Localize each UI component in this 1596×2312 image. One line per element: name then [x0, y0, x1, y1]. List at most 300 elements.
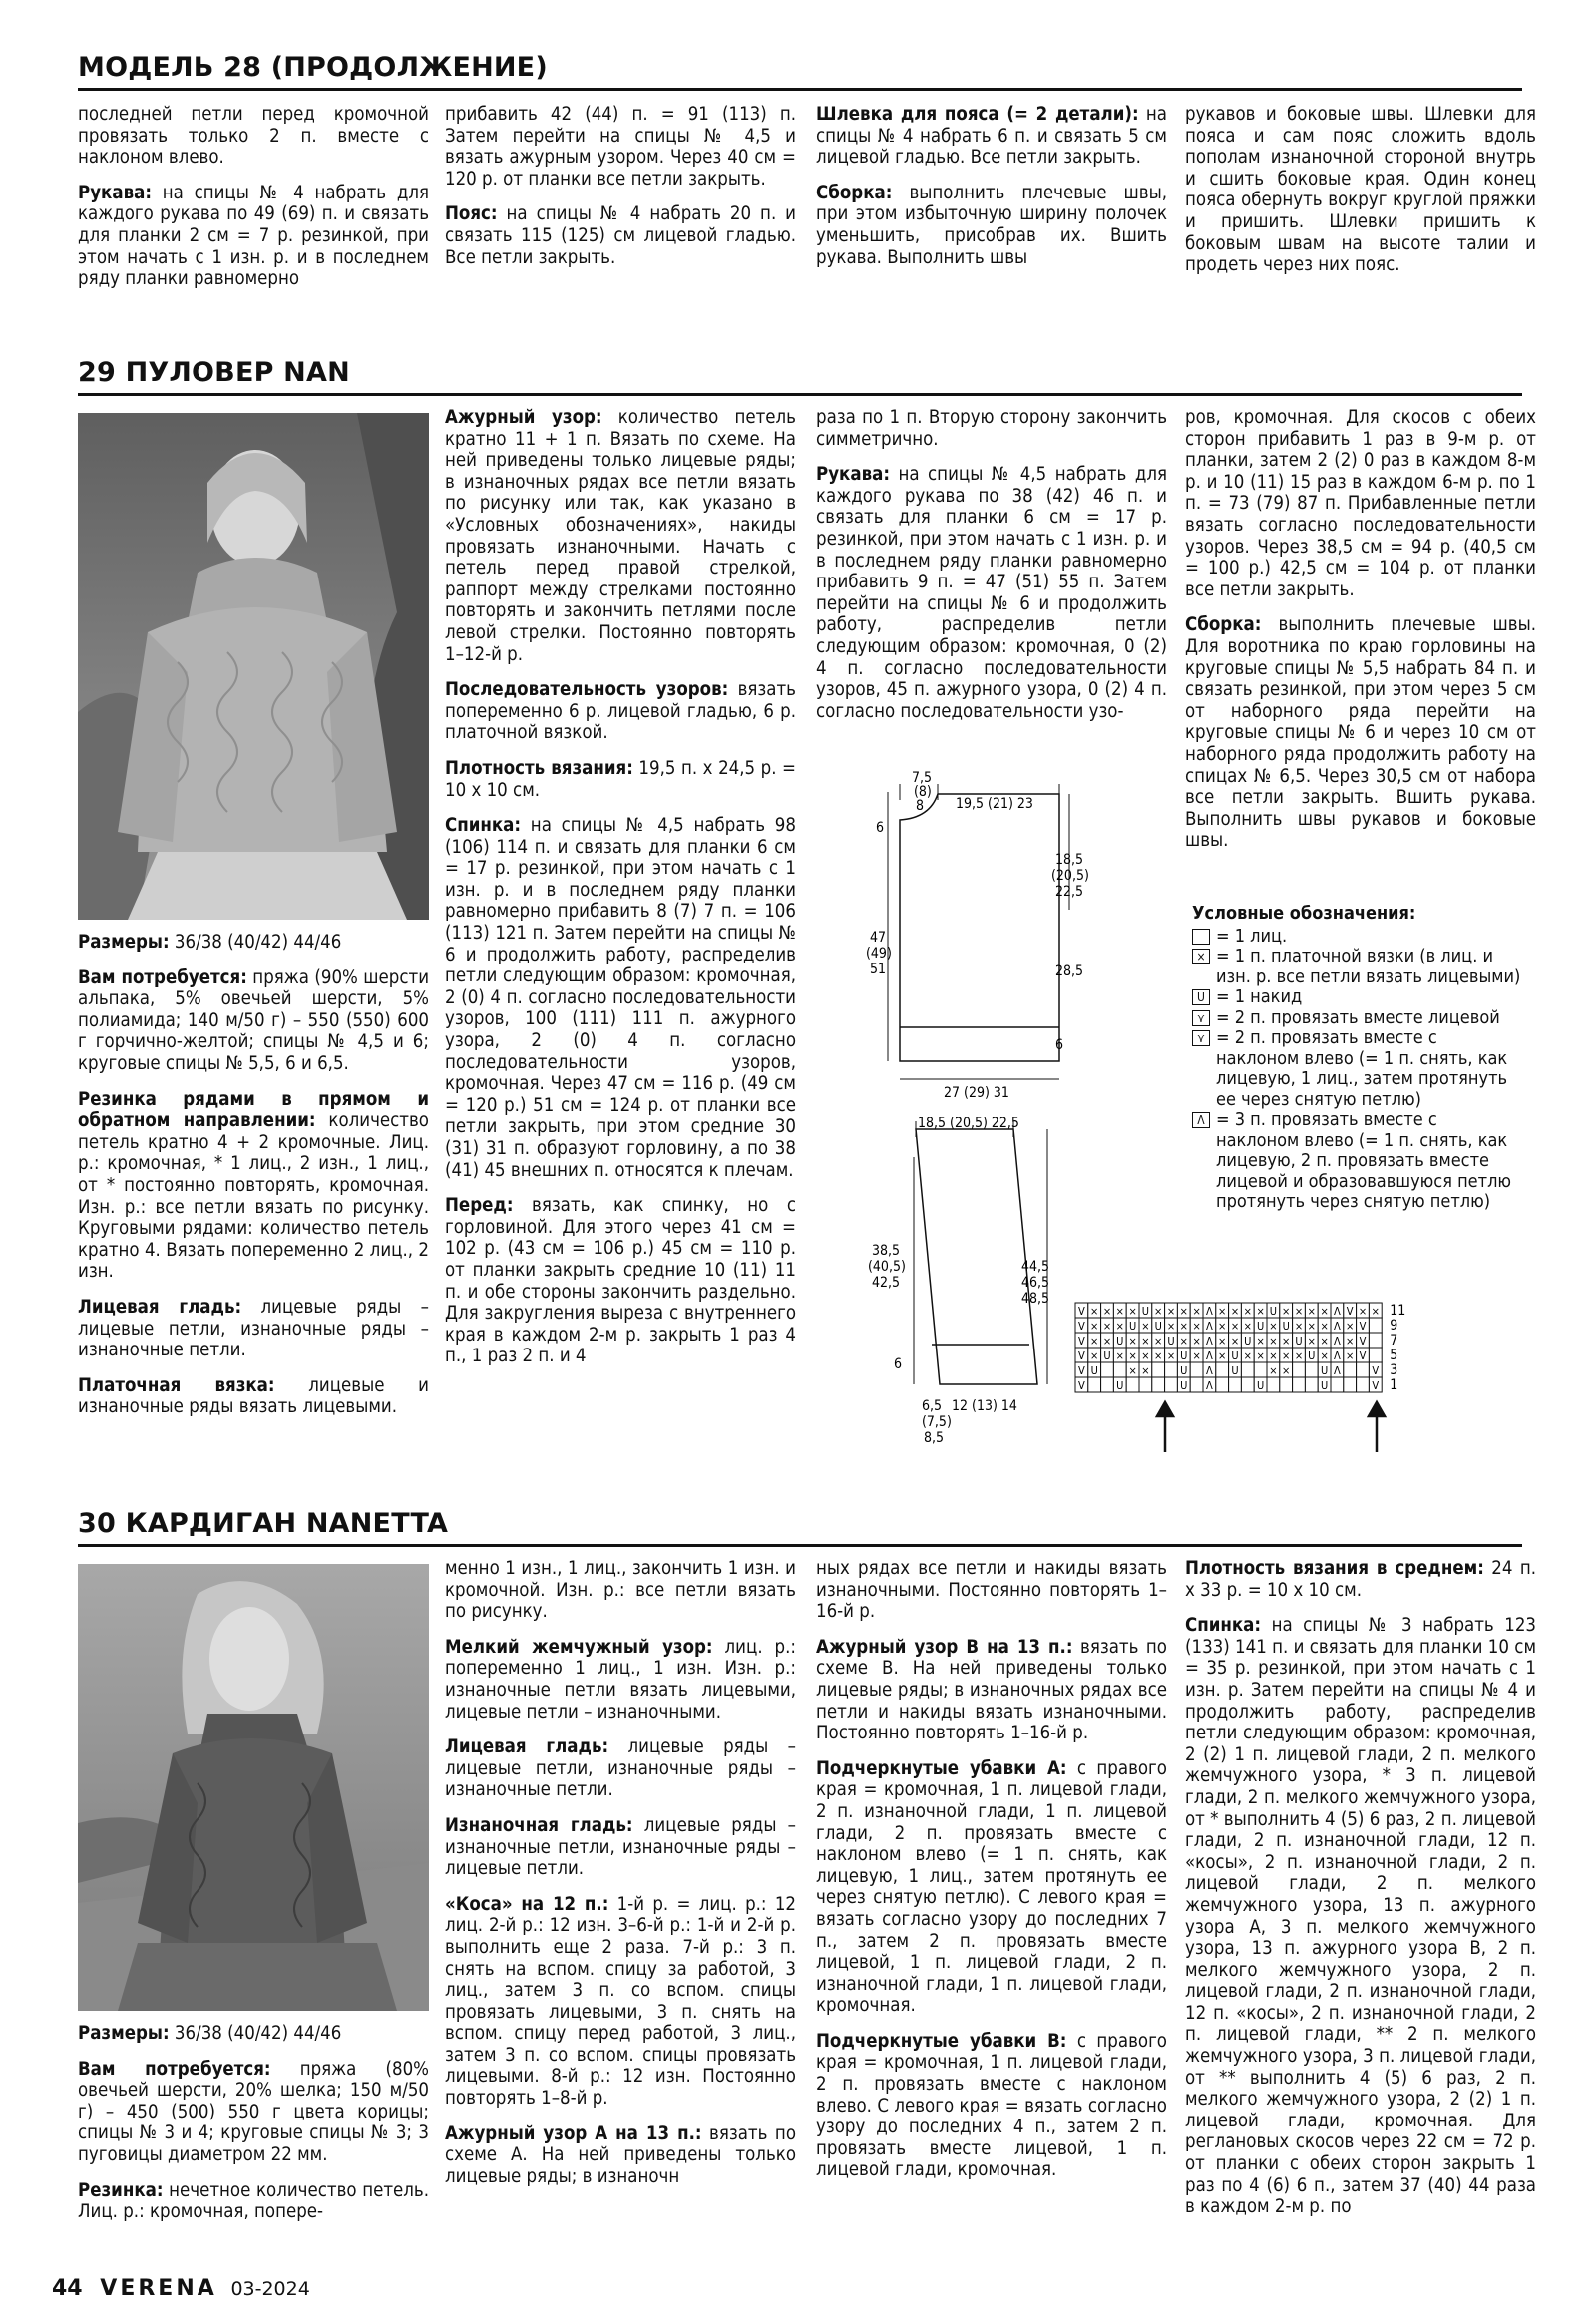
chart-symbol-icon: ×	[1243, 1349, 1252, 1362]
text-column-4	[1185, 407, 1536, 926]
chart-symbol-icon: U	[1282, 1320, 1290, 1333]
text-column-2	[445, 407, 796, 1454]
paragraph-text: 36/38 (40/42) 44/46	[169, 932, 342, 953]
legend-item	[1192, 987, 1521, 1008]
chart-cell	[1152, 1362, 1165, 1377]
chart-symbol-icon: ×	[1256, 1335, 1265, 1348]
chart-symbol-icon: ×	[1230, 1320, 1240, 1333]
chart-cell	[1254, 1362, 1267, 1377]
page-number: 44	[52, 2276, 83, 2301]
paragraph-heading: Резинка рядами в прямом и обратном направлении:	[78, 1088, 429, 1132]
paragraph-heading: Сборка:	[1185, 614, 1262, 636]
paragraph	[1185, 407, 1536, 600]
chart-symbol-icon: U	[1231, 1364, 1239, 1377]
chart-symbol-icon: ×	[1166, 1349, 1176, 1362]
paragraph-text: рукавов и боковые швы. Шлевки для пояса и сам пояс сложить вдоль пополам изнаночной стороной внутрь и сшить боковые края. Один конец пояса обернуть вокруг круглой пряжки и пришить. Шлевки пришить к боковым швам на высоте талии и продеть через них пояс.	[1185, 104, 1536, 276]
chart-symbol-icon: ×	[1282, 1305, 1291, 1318]
legend-symbol-icon: Λ	[1192, 1112, 1210, 1128]
paragraph-text: 1-й р. = лиц. р.: 12 лиц. 2-й р.: 12 изн. 3–6-й р.: 1-й и 2-й р. выполнить еще 2 раза. 7-й р.: 3 п. снять на вспом. спицу за работой, 3 лиц., затем 3 п. со вспом. спицы провязать лицевыми, 3 п. снять на вспом. спицу перед работой, 3 лиц., затем 3 п. со вспом. спицы провязать лицевыми. 8-й р.: 12 изн. Постоянно повторять 1–8-й р.	[445, 1893, 796, 2110]
chart-symbol-icon: ×	[1192, 1335, 1201, 1348]
paragraph-text: количество петель кратно 4 + 2 кромочные. Лиц. р.: кромочная, * 1 лиц., 2 изн., 1 лиц., от * постоянно повторять, кромочная. Изн. р.: все петли вязать по рисунку. Круговыми рядами: количество петель кратно 4. Вязать попеременно 2 лиц., 2 изн.	[78, 1110, 429, 1283]
chart-cell	[1101, 1362, 1114, 1377]
paragraph-heading: Плотность вязания:	[445, 757, 633, 779]
dim-sleeve-bottom-left-2: (7,5)	[922, 1414, 952, 1430]
magazine-issue: 03-2024	[230, 2278, 310, 2300]
legend-text: = 1 лиц.	[1216, 925, 1288, 947]
legend-text: = 3 п. провязать вместе с наклоном влево (= 1 п. снять, как лицевую, 2 п. провязать вместе лицевой и образовавшуюся петлю протянуть через снятую петлю)	[1216, 1109, 1512, 1212]
legend-item	[1192, 1028, 1521, 1110]
legend-items	[1192, 927, 1521, 1213]
paragraph-heading: Вам потребуется:	[78, 2058, 271, 2080]
chart-symbol-icon: ×	[1320, 1305, 1329, 1318]
paragraph-heading: Ажурный узор А на 13 п.:	[445, 2122, 702, 2144]
repeat-end-arrowhead	[1369, 1402, 1385, 1416]
chart-symbol-icon: U	[1154, 1320, 1162, 1333]
chart-row-label: 5	[1390, 1348, 1398, 1363]
paragraph	[816, 2031, 1167, 2181]
chart-symbol-icon: ×	[1192, 1349, 1201, 1362]
chart-symbol-icon: V	[1078, 1364, 1085, 1377]
chart-cell	[1357, 1377, 1370, 1392]
chart-symbol-icon: U	[1320, 1379, 1329, 1392]
chart-symbol-icon: ×	[1230, 1305, 1240, 1318]
paragraph	[816, 464, 1167, 722]
chart-cell	[1369, 1348, 1382, 1362]
chart-symbol-icon: ×	[1192, 1320, 1201, 1333]
paragraph-heading: Размеры:	[78, 2023, 170, 2044]
chart-symbol-icon: ×	[1230, 1335, 1240, 1348]
paragraph-text: на спицы № 3 набрать 123 (133) 141 п. и связать для планки 10 см = 35 р. резинкой, при этом начать с 1 изн. р. Затем перейти на спицы № 4 и продолжить работу, распределив петли следующим образом: кромочная, 2 (2) 1 п. лицевой глади, 2 п. мелкого жемчужного узора, * 3 п. лицевой глади, 2 п. мелкого жемчужного узора, от * выполнить 4 (5) 6 раз, 2 п. лицевой глади, 2 п. изнаночной глади, 12 п. «косы», 2 п. изнаночной глади, 2 п. лицевой глади, 2 п. мелкого жемчужного узора, 13 п. ажурного узора А, 3 п. мелкого жемчужного узора, 13 п. ажурного узора В, 2 п. мелкого жемчужного узора, 2 п. лицевой глади, 2 п. изнаночной глади, 12 п. «косы», 2 п. изнаночной глади, 2 п. лицевой глади, ** 2 п. мелкого жемчужного узора, 3 п. лицевой глади, от ** выполнить 4 (5) 6 раз, 2 п. мелкого жемчужного узора, 2 (2) 1 п. лицевой глади, кромочная. Для реглановых скосов через 22 см = 72 р. от планки с обеих сторон закрыть 1 раз по 4 (6) 6 п., затем 37 (40) 44 раза в каждом 2-м р. по	[1185, 1615, 1536, 2218]
chart-symbol-icon: ×	[1166, 1305, 1176, 1318]
chart-symbol-icon: ×	[1243, 1320, 1252, 1333]
chart-row-labels	[1390, 1303, 1405, 1393]
legend-symbol-icon: ⋎	[1192, 1010, 1210, 1026]
paragraph-text: вязать попеременно 6 р. лицевой гладью, 6 р. платочной вязкой.	[445, 679, 796, 744]
chart-symbol-icon: ×	[1128, 1364, 1137, 1377]
chart-symbol-icon: ×	[1128, 1335, 1137, 1348]
chart-symbol-icon: ×	[1320, 1335, 1329, 1348]
chart-symbol-icon: U	[1116, 1379, 1124, 1392]
chart-symbol-icon: V	[1346, 1305, 1354, 1318]
chart-symbol-icon: ×	[1294, 1305, 1304, 1318]
chart-cell	[1344, 1362, 1357, 1377]
chart-symbol-icon: U	[1256, 1379, 1265, 1392]
chart-symbol-icon: U	[1167, 1335, 1175, 1348]
dim-sleeve-right-len-2: 46,5	[1021, 1275, 1050, 1291]
chart-symbol-icon: ×	[1128, 1305, 1137, 1318]
legend-symbol-icon: ⋎	[1192, 1030, 1210, 1046]
text-column-1	[78, 2023, 429, 2272]
paragraph-text: лицевые и изнаночные ряды вязать лицевыми.	[78, 1374, 429, 1418]
dim-sleeve-right-len-3: 48,5	[1021, 1291, 1050, 1307]
text-column-3	[816, 1558, 1167, 2272]
paragraph-text: пряжа (80% овечьей шерсти, 20% шелка; 150 м/50 г) – 450 (500) 550 г цвета корицы; спицы № 3 и 4; круговые спицы № 3; 3 пуговицы диаметром 22 мм.	[78, 2058, 429, 2165]
repeat-start-arrowhead	[1157, 1402, 1173, 1416]
page-footer	[52, 2276, 310, 2301]
chart-symbol-icon: ×	[1102, 1335, 1112, 1348]
chart-cell	[1357, 1362, 1370, 1377]
chart-symbol-icon: V	[1359, 1335, 1367, 1348]
paragraph	[78, 1297, 429, 1361]
paragraph-text: 19,5 п. х 24,5 р. = 10 х 10 см.	[445, 757, 796, 801]
dim-side: 28,5	[1055, 963, 1084, 979]
paragraph-heading: «Коса» на 12 п.:	[445, 1893, 609, 1915]
chart-symbol-icon: U	[1128, 1320, 1137, 1333]
paragraph-text: 24 п. х 33 р. = 10 х 10 см.	[1185, 1558, 1536, 1601]
chart-symbol-icon: U	[1320, 1364, 1329, 1377]
text-column-4	[1185, 1558, 1536, 2272]
chart-cell	[1331, 1377, 1344, 1392]
paragraph-text: лиц. р.: попеременно 1 лиц., 1 изн. Изн. р.: изнаночные петли вязать лицевыми, лицевые петли – изнаночными.	[445, 1636, 796, 1723]
chart-symbol-icon: V	[1372, 1364, 1380, 1377]
paragraph-text: ных рядах все петли и накиды вязать изнаночными. Постоянно повторять 1–16-й р.	[816, 1558, 1167, 1623]
chart-symbol-icon: ×	[1192, 1305, 1201, 1318]
chart-symbol-icon: ×	[1282, 1349, 1291, 1362]
magazine-brand: VERENA	[100, 2276, 217, 2301]
chart-symbol-icon: ×	[1346, 1320, 1355, 1333]
legend-title: Условные обозначения:	[1192, 903, 1416, 924]
paragraph-heading: Шлевка для пояса (= 2 детали):	[816, 104, 1139, 125]
chart-symbol-icon: V	[1359, 1349, 1367, 1362]
paragraph-heading: Перед:	[445, 1195, 514, 1217]
paragraph	[1185, 1558, 1536, 1601]
chart-cell	[1190, 1377, 1203, 1392]
chart-symbol-icon: Λ	[1206, 1335, 1213, 1348]
paragraph	[78, 1089, 429, 1283]
legend-symbol-icon: U	[1192, 989, 1210, 1005]
chart-symbol-icon: ×	[1141, 1349, 1150, 1362]
paragraph-text: вязать по схеме В. На ней приведены только лицевые ряды; в изнаночных рядах все петли и накиды вязать изнаночными. Постоянно повторять 1–16-й р.	[816, 1636, 1167, 1744]
chart-symbol-icon: ×	[1128, 1349, 1137, 1362]
chart-symbol-icon: ×	[1102, 1305, 1112, 1318]
paragraph-text: пряжа (90% шерсти альпака, 5% овечьей шерсти, 5% полиамида; 140 м/50 г) – 550 (550) 600 г горчично-желтой; спицы № 4,5 и 6; круговые спицы № 5,5, 6 и 6,5.	[78, 966, 429, 1074]
chart-symbol-icon: ×	[1307, 1305, 1316, 1318]
chart-symbol-icon: ×	[1090, 1320, 1099, 1333]
paragraph	[78, 2059, 429, 2166]
dim-top-left: 7,5	[912, 770, 933, 786]
paragraph	[445, 203, 796, 268]
chart-symbol-icon: ×	[1294, 1349, 1304, 1362]
paragraph	[816, 104, 1167, 169]
chart-symbol-icon: U	[1231, 1349, 1239, 1362]
chart-symbol-icon: ×	[1090, 1335, 1099, 1348]
text-column-4	[1185, 104, 1536, 313]
legend	[1192, 904, 1521, 1213]
paragraph	[78, 932, 429, 954]
paragraph-heading: Подчеркнутые убавки В:	[816, 2030, 1067, 2052]
chart-symbol-icon: ×	[1346, 1335, 1355, 1348]
chart-symbol-icon: V	[1078, 1335, 1085, 1348]
paragraph-text: выполнить плечевые швы, при этом избыточную ширину полочек уменьшить, присобрав их. Вшить рукава. Выполнить швы	[816, 182, 1167, 268]
chart-row-label: 9	[1390, 1318, 1398, 1334]
paragraph	[1185, 104, 1536, 276]
chart-symbol-icon: U	[1180, 1349, 1188, 1362]
dim-length: 47	[870, 930, 887, 946]
paragraph	[445, 104, 796, 190]
chart-symbol-icon: Λ	[1334, 1349, 1341, 1362]
chart-cell	[1293, 1362, 1306, 1377]
legend-text: = 1 п. платочной вязки (в лиц. и изн. р. все петли вязать лицевыми)	[1216, 946, 1521, 987]
chart-symbol-icon: ×	[1102, 1320, 1112, 1333]
section-rule	[78, 88, 1522, 91]
chart-cell	[1369, 1318, 1382, 1333]
text-column-2	[445, 104, 796, 313]
text-column-3	[816, 104, 1167, 313]
chart-symbol-icon: U	[1295, 1335, 1303, 1348]
paragraph-text: последней петли перед кромочной провязать только 2 п. вместе с наклоном влево.	[78, 104, 429, 169]
chart-symbol-icon: ×	[1218, 1305, 1227, 1318]
text-column-1	[78, 104, 429, 313]
dim-sleeve-band: 6	[894, 1356, 903, 1372]
chart-cell	[1113, 1362, 1126, 1377]
chart-symbol-icon: Λ	[1334, 1364, 1341, 1377]
chart-symbol-icon: U	[1090, 1364, 1098, 1377]
legend-text: = 1 накид	[1216, 986, 1303, 1007]
chart-symbol-icon: ×	[1218, 1349, 1227, 1362]
chart-symbol-icon: U	[1180, 1379, 1188, 1392]
chart-symbol-icon: ×	[1243, 1305, 1252, 1318]
section-model-30	[78, 1508, 1536, 2276]
paragraph	[445, 758, 796, 801]
paragraph-heading: Последовательность узоров:	[445, 679, 729, 701]
legend-item	[1192, 1110, 1521, 1213]
paragraph	[78, 1375, 429, 1418]
chart-cell	[1305, 1377, 1318, 1392]
chart-symbol-icon: ×	[1358, 1305, 1368, 1318]
chart-cell	[1126, 1377, 1139, 1392]
chart-symbol-icon: U	[1308, 1349, 1316, 1362]
chart-symbol-icon: ×	[1179, 1335, 1188, 1348]
paragraph-text: с правого края = кромочная, 1 п. лицевой глади, 2 п. изнаночной глади, 1 п. лицевой глади, 2 п. провязать вместе с наклоном влево (= 1 п. снять, как лицевую, 1 лиц., затем протянуть ее через снятую петлю). С левого края = вязать согласно узору до последних 7 п., затем 2 п. провязать вместе лицевой, 1 п. лицевой глади, 2 п. изнаночной глади, 1 п. лицевой глади, кромочная.	[816, 1757, 1167, 2017]
paragraph-heading: Подчеркнутые убавки А:	[816, 1757, 1067, 1779]
paragraph-text: раза по 1 п. Вторую сторону закончить симметрично.	[816, 407, 1167, 450]
chart-row-label: 7	[1390, 1333, 1398, 1349]
paragraph-heading: Спинка:	[1185, 1615, 1262, 1637]
paragraph	[78, 967, 429, 1075]
paragraph	[78, 2023, 429, 2045]
paragraph-heading: Плотность вязания в среднем:	[1185, 1558, 1484, 1579]
chart-symbol-icon: ×	[1115, 1305, 1124, 1318]
paragraph-text: вязать по схеме А. На ней приведены только лицевые ряды; в изнаночн	[445, 2122, 796, 2187]
chart-symbol-icon: ×	[1141, 1320, 1150, 1333]
dim-sleeve-left-len-2: (40,5)	[868, 1259, 906, 1275]
paragraph-text: ров, кромочная. Для скосов с обеих сторон прибавить 1 раз в 9-м р. от планки, затем 2 (2) 0 раз в каждом 8-м р. и 10 (11) 15 раз в каждом 6-м р. по 1 п. = 73 (79) 87 п. Прибавленные петли вязать согласно последовательности узоров. Через 38,5 см = 94 р. (40,5 см = 100 р.) 42,5 см = 104 р. от планки все петли закрыть.	[1185, 407, 1536, 600]
sleeve-schema	[858, 1117, 1087, 1456]
model-photo	[78, 413, 429, 920]
chart-symbol-icon: Λ	[1206, 1305, 1213, 1318]
paragraph-heading: Размеры:	[78, 932, 170, 953]
paragraph-heading: Спинка:	[445, 815, 522, 837]
paragraph-text: с правого края = кромочная, 1 п. лицевой глади, 2 п. провязать вместе с наклоном влево. С левого края = вязать согласно узору до последних 4 п., затем 2 п. провязать вместе лицевой, 1 п. лицевой глади, кромочная.	[816, 2030, 1167, 2181]
chart-symbol-icon: ×	[1166, 1320, 1176, 1333]
paragraph-text: на спицы № 4 набрать 6 п. и связать 5 см лицевой гладью. Все петли закрыть.	[816, 104, 1167, 169]
chart-symbol-icon: ×	[1218, 1335, 1227, 1348]
chart-symbol-icon: ×	[1294, 1320, 1304, 1333]
dim-sleeve-top: 18,5 (20,5) 22,5	[918, 1117, 1019, 1131]
chart-symbol-icon: V	[1372, 1379, 1380, 1392]
chart-symbol-icon: U	[1269, 1305, 1278, 1318]
chart-cell	[1241, 1362, 1254, 1377]
text-column-3	[816, 407, 1167, 736]
chart-row-label: 3	[1390, 1362, 1398, 1378]
dim-armhole-2: (20,5)	[1051, 868, 1089, 884]
chart-symbol-icon: ×	[1269, 1349, 1278, 1362]
paragraph-text: нечетное количество петель. Лиц. р.: кромочная, попере-	[78, 2179, 429, 2223]
paragraph-heading: Лицевая гладь:	[78, 1296, 242, 1318]
paragraph-heading: Рукава:	[816, 464, 890, 486]
chart-cell	[1152, 1377, 1165, 1392]
legend-text: = 2 п. провязать вместе с наклоном влево (= 1 п. снять, как лицевую, 1 лиц., затем протянуть ее через снятую петлю)	[1216, 1027, 1508, 1110]
paragraph	[816, 1637, 1167, 1744]
lace-chart	[1069, 1293, 1538, 1452]
paragraph-text: на спицы № 4,5 набрать для каждого рукава по 38 (42) 46 п. и связать для планки 6 см = 17 р. резинкой, при этом начать с 1 изн. р. и в последнем ряду планки равномерно прибавить 9 п. = 47 (51) 55 п. Затем перейти на спицы № 6 и продолжить работу, распределив петли следующим образом: кромочная, 0 (2) 4 п. согласно последовательности узоров, 45 п. ажурного узора, 0 (2) 4 п. согласно последовательности узо-	[816, 464, 1167, 722]
section-title: МОДЕЛЬ 28 (ПРОДОЛЖЕНИЕ)	[78, 52, 548, 83]
paragraph-text: количество петель кратно 11 + 1 п. Вязать по схеме. На ней приведены только лицевые ряды; в изнаночных рядах все петли вязать по рисунку или так, как указано в «Условных обозначениях», накиды провязать изнаночными. Начать с петель перед правой стрелкой, раппорт между стрелками постоянно повторять и закончить петлями после левой стрелки. Постоянно повторять 1–12-й р.	[445, 407, 796, 665]
model-photo	[78, 1564, 429, 2011]
chart-cell	[1369, 1333, 1382, 1348]
chart-row-label: 11	[1390, 1303, 1406, 1319]
chart-symbol-icon: ×	[1269, 1320, 1278, 1333]
paragraph	[78, 2180, 429, 2223]
paragraph-text: на спицы № 4,5 набрать 98 (106) 114 п. и связать для планки 6 см = 17 р. резинкой, при этом начать с 1 изн. р. и в последнем ряду планки равномерно прибавить 8 (7) 7 п. = 106 (113) 121 п. Затем перейти на спицы № 6 и продолжить работу, распределив петли следующим образом: кромочная, 2 (0) 4 п. согласно последовательности узоров, 100 (111) 111 п. ажурного узора, 2 (0) 4 п. согласно последовательности узоров, кромочная. Через 47 см = 116 р. (49 см = 120 р.) 51 см = 124 р. от планки все петли закрыть, при этом средние 30 (31) 31 п. образуют горловину, а по 38 (41) 45 внешних п. относятся к плечам.	[445, 815, 796, 1181]
chart-symbol-icon: ×	[1141, 1335, 1150, 1348]
chart-cell	[1216, 1362, 1229, 1377]
chart-cell	[1088, 1377, 1101, 1392]
chart-symbol-icon: V	[1078, 1305, 1085, 1318]
dim-sleeve-left-len-3: 42,5	[872, 1275, 901, 1291]
chart-symbol-icon: ×	[1256, 1305, 1265, 1318]
dim-sleeve-bottom: 12 (13) 14	[952, 1398, 1017, 1414]
chart-symbol-icon: ×	[1320, 1320, 1329, 1333]
dim-band: 6	[1055, 1037, 1064, 1053]
chart-symbol-icon: ×	[1115, 1349, 1124, 1362]
chart-cell	[1216, 1377, 1229, 1392]
paragraph-heading: Резинка:	[78, 2179, 164, 2201]
chart-symbol-icon: ×	[1154, 1349, 1163, 1362]
chart-symbol-icon: ×	[1218, 1320, 1227, 1333]
chart-symbol-icon: U	[1103, 1349, 1111, 1362]
section-model-28	[78, 52, 1536, 311]
legend-item	[1192, 947, 1521, 987]
paragraph	[816, 183, 1167, 268]
chart-symbol-icon: Λ	[1334, 1305, 1341, 1318]
paragraph-text: на спицы № 4 набрать 20 п. и связать 115 (125) см лицевой гладью. Все петли закрыть.	[445, 203, 796, 268]
paragraph	[1185, 1615, 1536, 2218]
chart-symbol-icon: ×	[1307, 1335, 1316, 1348]
dim-armhole: 18,5	[1055, 852, 1084, 868]
chart-grid	[1075, 1303, 1382, 1392]
chart-cell	[1293, 1377, 1306, 1392]
dim-neck-depth: 6	[876, 820, 885, 836]
chart-cell	[1241, 1377, 1254, 1392]
chart-symbol-icon: V	[1078, 1349, 1085, 1362]
chart-symbol-icon: Λ	[1206, 1379, 1213, 1392]
paragraph-heading: Мелкий жемчужный узор:	[445, 1636, 713, 1658]
paragraph-heading: Лицевая гладь:	[445, 1736, 609, 1758]
paragraph-text: выполнить плечевые швы. Для воротника по краю горловины на круговые спицы № 5,5 набрать 84 п. и связать резинкой, при этом через 5 см от наборного ряда перейти на круговые спицы № 6 и через 10 см от наборного ряда продолжить работу на спицах № 6,5. Через 30,5 см от набора все петли закрыть. Вшить рукава. Выполнить швы рукавов и боковые швы.	[1185, 614, 1536, 852]
paragraph	[445, 1894, 796, 2110]
legend-item	[1192, 927, 1521, 948]
chart-symbol-icon: ×	[1115, 1320, 1124, 1333]
dim-top-left-2: (8)	[914, 784, 932, 800]
paragraph	[816, 407, 1167, 450]
chart-symbol-icon: ×	[1179, 1305, 1188, 1318]
chart-symbol-icon: ×	[1282, 1364, 1291, 1377]
chart-cell	[1190, 1362, 1203, 1377]
chart-symbol-icon: ×	[1282, 1335, 1291, 1348]
chart-cell	[1101, 1377, 1114, 1392]
chart-symbol-icon: ×	[1269, 1364, 1278, 1377]
chart-cell	[1344, 1377, 1357, 1392]
chart-cell	[1280, 1377, 1293, 1392]
chart-symbol-icon: Λ	[1334, 1320, 1341, 1333]
section-rule	[78, 393, 1522, 396]
chart-symbol-icon: Λ	[1206, 1364, 1213, 1377]
paragraph-text: лицевые ряды – лицевые петли, изнаночные ряды – изнаночные петли.	[445, 1736, 796, 1801]
chart-symbol-icon: ×	[1179, 1320, 1188, 1333]
text-column-1	[78, 932, 429, 1450]
section-title: 29 ПУЛОВЕР NAN	[78, 357, 350, 388]
paragraph	[445, 1815, 796, 1880]
paragraph-heading: Пояс:	[445, 203, 498, 225]
chart-cell	[1165, 1377, 1178, 1392]
chart-symbol-icon: U	[1180, 1364, 1188, 1377]
chart-symbol-icon: U	[1116, 1335, 1124, 1348]
photo-illustration	[78, 1564, 429, 2011]
legend-symbol-icon	[1192, 929, 1210, 945]
paragraph	[445, 2123, 796, 2188]
chart-symbol-icon: U	[1141, 1305, 1150, 1318]
paragraph-heading: Ажурный узор В на 13 п.:	[816, 1636, 1073, 1658]
dim-length-3: 51	[870, 962, 887, 977]
text-column-2	[445, 1558, 796, 2272]
paragraph-text: менно 1 изн., 1 лиц., закончить 1 изн. и кромочной. Изн. р.: все петли вязать по рисунку.	[445, 1558, 796, 1623]
paragraph	[445, 815, 796, 1181]
dim-length-2: (49)	[866, 946, 892, 962]
dim-sleeve-left-len: 38,5	[872, 1243, 901, 1259]
chart-symbol-icon: ×	[1154, 1305, 1163, 1318]
dim-top-left-3: 8	[916, 798, 925, 814]
paragraph-text: лицевые ряды – изнаночные петли, изнаночные ряды – лицевые петли.	[445, 1814, 796, 1880]
chart-cell	[1229, 1377, 1242, 1392]
dim-top-width: 19,5 (21) 23	[956, 796, 1033, 812]
paragraph-text: лицевые ряды – лицевые петли, изнаночные ряды – изнаночные петли.	[78, 1296, 429, 1361]
dim-sleeve-bottom-left: 6,5	[922, 1398, 943, 1414]
chart-symbol-icon: Λ	[1206, 1349, 1213, 1362]
paragraph-text: прибавить 42 (44) п. = 91 (113) п. Затем перейти на спицы № 4,5 и вязать ажурным узором. Через 40 см = 120 р. от планки все петли закрыть.	[445, 104, 796, 190]
paragraph-heading: Платочная вязка:	[78, 1374, 275, 1396]
chart-symbol-icon: Λ	[1206, 1320, 1213, 1333]
paragraph-text: на спицы № 4 набрать для каждого рукава по 49 (69) п. и связать для планки 2 см = 7 р. резинкой, при этом начать с 1 изн. р. и в последнем ряду планки равномерно	[78, 182, 429, 290]
chart-symbol-icon: V	[1359, 1320, 1367, 1333]
chart-symbol-icon: ×	[1090, 1349, 1099, 1362]
chart-symbol-icon: ×	[1090, 1305, 1099, 1318]
paragraph	[445, 1637, 796, 1723]
back-front-schema	[860, 770, 1089, 1114]
paragraph-heading: Изнаночная гладь:	[445, 1814, 633, 1836]
chart-symbol-icon: ×	[1154, 1335, 1163, 1348]
paragraph	[1185, 614, 1536, 852]
paragraph-text: 36/38 (40/42) 44/46	[169, 2023, 342, 2044]
paragraph	[445, 679, 796, 744]
paragraph-heading: Ажурный узор:	[445, 407, 602, 428]
chart-cell	[1305, 1362, 1318, 1377]
chart-symbol-icon: V	[1078, 1320, 1085, 1333]
chart-symbol-icon: ×	[1371, 1305, 1380, 1318]
legend-item	[1192, 1008, 1521, 1029]
chart-symbol-icon: Λ	[1334, 1335, 1341, 1348]
paragraph-heading: Рукава:	[78, 182, 152, 203]
